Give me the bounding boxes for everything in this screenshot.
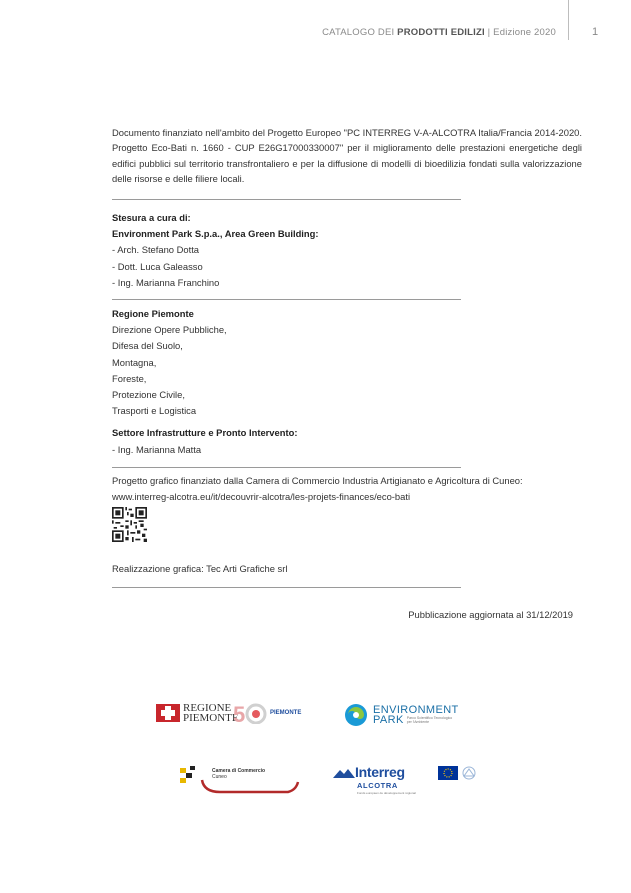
eu-flag-icon	[438, 766, 458, 780]
qr-code	[112, 507, 147, 542]
environment-park-logo	[344, 703, 459, 727]
regione-flag-icon	[156, 704, 180, 722]
camera-line1: Camera di Commercio	[212, 768, 266, 774]
page-number: 1	[592, 26, 599, 38]
header-catalog-title: PRODOTTI EDILIZI	[397, 27, 485, 38]
envpark-subtitle: Parco Scientifico Tecnologico per l'Ambiente	[406, 716, 453, 724]
stesura-person: - Ing. Marianna Franchino	[112, 276, 220, 288]
divider-3	[112, 467, 461, 468]
running-header	[322, 27, 556, 38]
regione-line: Protezione Civile,	[112, 389, 185, 401]
interreg-alcotra-logo	[333, 764, 483, 798]
alcotra-subtitle: Fonds européen de développement régional	[357, 791, 416, 795]
divider-2	[112, 299, 461, 300]
envpark-line1: ENVIRONMENT	[373, 704, 459, 716]
regione-logo-line1: REGIONE	[183, 702, 232, 714]
regione-piemonte-logo	[156, 703, 239, 723]
header-edition: | Edizione 2020	[484, 27, 556, 38]
interreg-mountain-icon	[333, 768, 355, 778]
interreg-wordmark: Interreg	[355, 764, 405, 780]
regione-line: Trasporti e Logistica	[112, 405, 197, 417]
regione-line: Montagna,	[112, 356, 157, 368]
settore-person: - Ing. Marianna Matta	[112, 443, 202, 455]
camera-commercio-emblem-icon	[180, 766, 196, 786]
progetto-line: Progetto grafico finanziato dalla Camera di Commercio Industria Artigianato e Agricoltura di Cuneo:	[112, 475, 523, 486]
camera-swoosh-icon	[200, 778, 300, 794]
stesura-person: - Arch. Stefano Dotta	[112, 244, 200, 256]
regione-section	[112, 306, 582, 458]
envpark-line2: PARK	[373, 714, 404, 726]
realizzazione: Realizzazione grafica: Tec Arti Grafiche srl	[112, 563, 288, 574]
stesura-section	[112, 210, 582, 291]
regione-title: Regione Piemonte	[112, 308, 194, 319]
regione-line: Foreste,	[112, 372, 147, 384]
divider-4	[112, 587, 461, 588]
stesura-org: Environment Park S.p.a., Area Green Building:	[112, 228, 319, 240]
intro-paragraph: Documento finanziato nell'ambito del Progetto Europeo "PC INTERREG V-A-ALCOTRA Italia/Francia 2014-2020. Progetto Eco-Bati n. 1660 - CUP E26G17000330007" per il miglioramento delle prestazioni energetiche degli edifici pubblici sul territorio transfrontaliero e per la diffusione di modelli di bioedilizia fondati sulla valorizzazione delle risorse e delle filiere locali.	[112, 127, 582, 184]
environment-park-swirl-icon	[344, 703, 368, 727]
regione-logo-line2: PIEMONTE	[183, 712, 239, 724]
svg-text:5: 5	[233, 702, 246, 724]
regione-line: Difesa del Suolo,	[112, 340, 183, 352]
regione-line: Direzione Opere Pubbliche,	[112, 324, 227, 336]
alcotra-wordmark: ALCOTRA	[357, 781, 398, 790]
stesura-title: Stesura a cura di:	[112, 212, 191, 223]
settore-title: Settore Infrastrutture e Pronto Intervento:	[112, 427, 298, 439]
header-catalog-prefix: CATALOGO DEI	[322, 27, 398, 38]
stesura-person: - Dott. Luca Galeasso	[112, 260, 203, 272]
camera-line2: Cuneo	[212, 774, 227, 780]
header-divider	[568, 0, 569, 40]
camera-commercio-logo	[180, 766, 302, 792]
piemonte-50-logo	[233, 702, 301, 724]
alpine-emblem-icon	[461, 766, 477, 780]
fifty-anniversary-icon	[233, 702, 269, 724]
progetto-url[interactable]: www.interreg-alcotra.eu/it/decouvrir-alcotra/les-projets-finances/eco-bati	[112, 491, 411, 503]
fifty-logo-text: PIEMONTE	[270, 710, 302, 716]
publication-date: Pubblicazione aggiornata al 31/12/2019	[408, 609, 573, 620]
progetto-section	[112, 473, 582, 505]
divider-1	[112, 199, 461, 200]
